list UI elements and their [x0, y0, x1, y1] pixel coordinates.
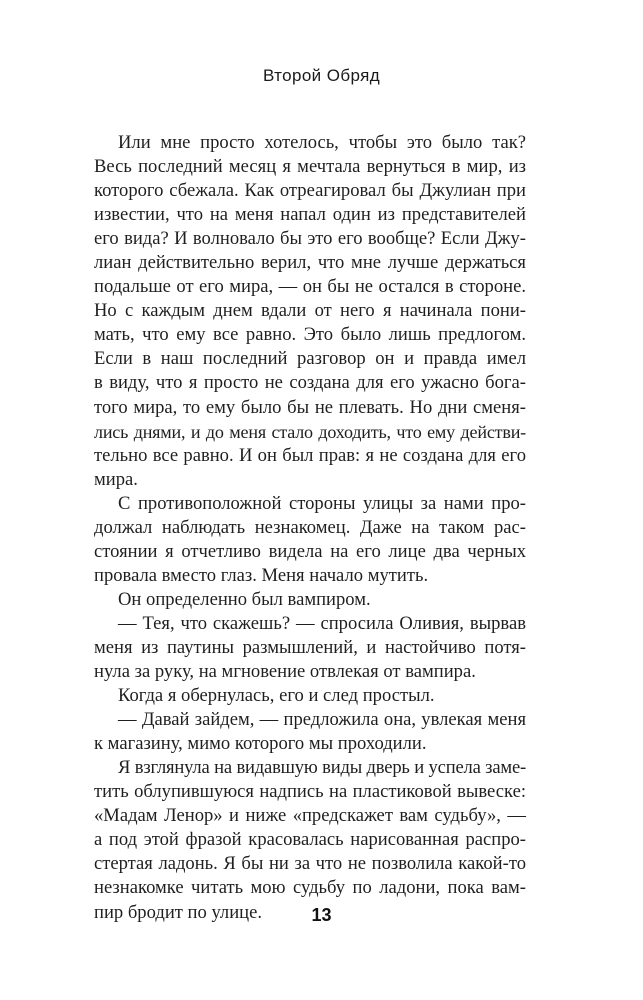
text-line: а под этой фразой красовалась нарисованная распро- [94, 829, 526, 851]
text-line: — Давай зайдем, — предложила она, увлекая меня [118, 709, 526, 731]
text-line: тить облупившуюся надпись на пластиковой вывеске: [94, 781, 526, 803]
text-line: нула за руку, на мгновение отвлекая от вампира. [94, 661, 476, 683]
text-line: С противоположной стороны улицы за нами про- [118, 492, 526, 514]
text-line: тельно все равно. И он был прав: я не создана для его [94, 444, 526, 466]
text-line: Он определенно был вампиром. [118, 588, 371, 610]
text-line: Когда я обернулась, его и след простыл. [118, 685, 435, 707]
text-line: Если в наш последний разговор он и правда имел [94, 348, 526, 370]
text-line: незнакомке читать мою судьбу по ладони, пока вам- [94, 877, 526, 899]
text-line: должал наблюдать незнакомец. Даже на таком рас- [94, 516, 526, 538]
text-line: Я взглянула на видавшую виды дверь и успела заме- [118, 757, 526, 779]
body-text [94, 131, 526, 925]
text-line: которого сбежала. Как отреагировал бы Джулиан при [94, 180, 526, 202]
text-line: провала вместо глаз. Меня начало мутить. [94, 564, 429, 586]
text-line: к магазину, мимо которого мы проходили. [94, 733, 427, 755]
text-line: Весь последний месяц я мечтала вернуться в мир, из [94, 156, 526, 178]
text-line: меня из паутины размышлений, и настойчиво потя- [94, 636, 526, 658]
text-line: «Мадам Ленор» и ниже «предскажет вам судьбу», — [94, 805, 526, 827]
text-line: лись днями, и до меня стало доходить, что ему действи- [94, 421, 526, 442]
running-head: Второй Обряд [262, 66, 381, 85]
text-line: того мира, то ему было бы не плевать. Но дни сменя- [94, 396, 526, 418]
text-line: его вида? И волновало бы это его вообще? Если Джу- [94, 228, 526, 250]
text-line: известии, что на меня напал один из представителей [94, 204, 526, 226]
text-line: в виду, что я просто не создана для его ужасно бога- [94, 372, 526, 394]
text-line: подальше от его мира, — он бы не остался в стороне. [94, 276, 526, 298]
page-number: 13 [311, 905, 332, 925]
text-line: Но с каждым днем вдали от него я начинала пони- [94, 300, 526, 322]
text-line: лиан действительно верил, что мне лучше держаться [94, 252, 526, 274]
text-line: мира. [94, 468, 138, 490]
text-line: — Тея, что скажешь? — спросила Оливия, вырвав [118, 612, 526, 634]
text-line: стоянии я отчетливо видела на его лице два черных [94, 540, 526, 562]
text-line: Или мне просто хотелось, чтобы это было так? [118, 132, 526, 153]
text-line: мать, что ему все равно. Это было лишь предлогом. [94, 324, 526, 346]
text-line: стертая ладонь. Я бы ни за что не позволила какой-то [94, 853, 526, 875]
text-line: пир бродит по улице. [94, 901, 263, 923]
